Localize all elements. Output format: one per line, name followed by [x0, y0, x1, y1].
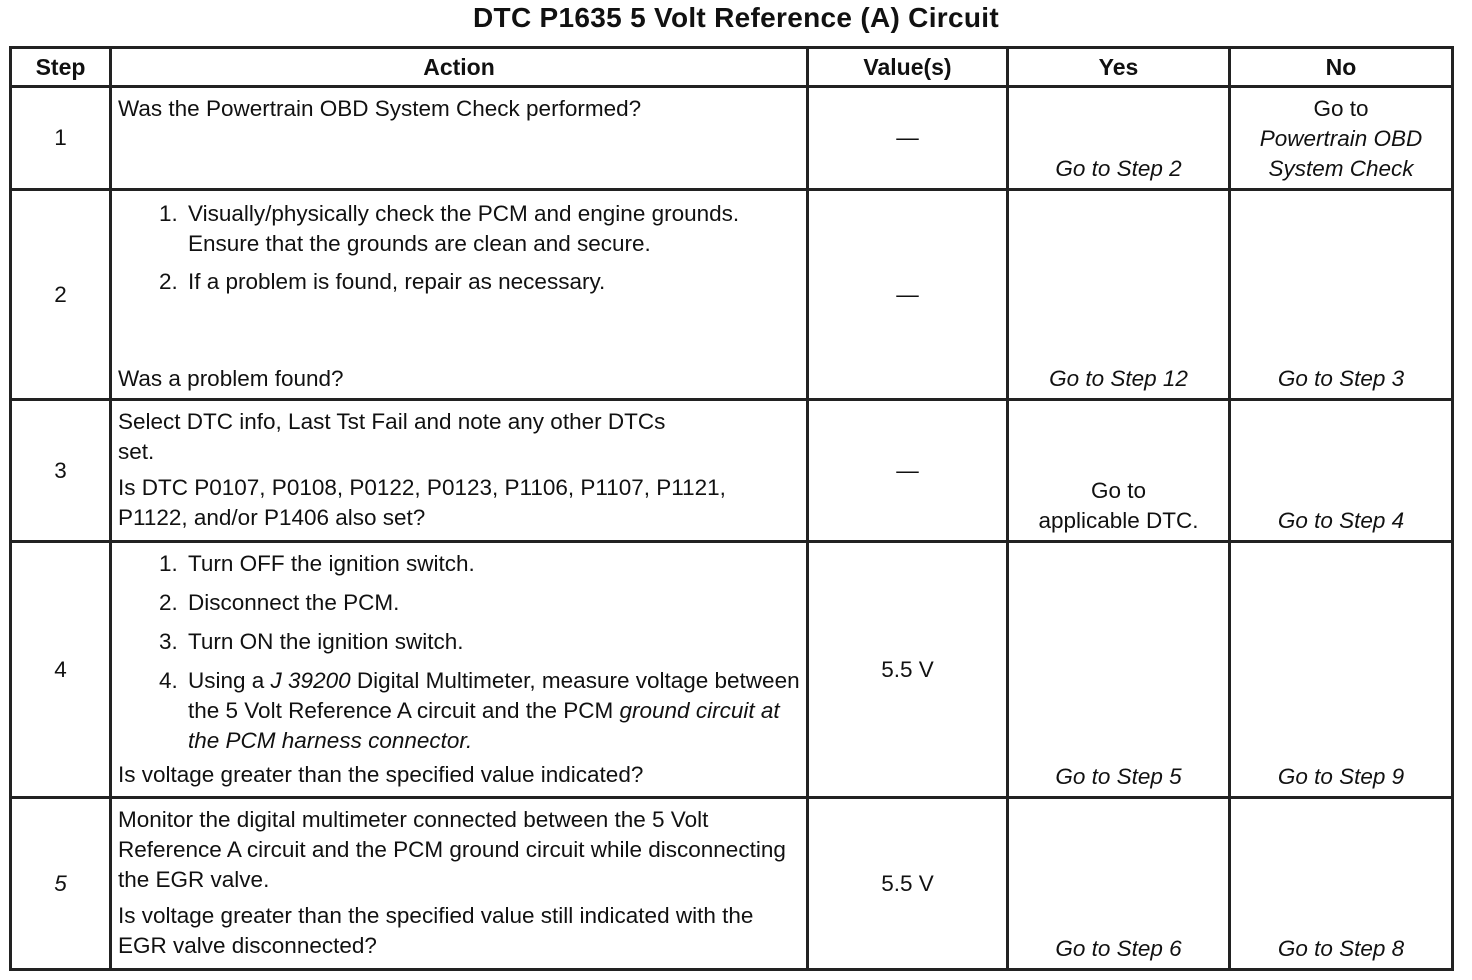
- action-cell: [111, 87, 808, 190]
- action-cell: [111, 400, 808, 542]
- item-tail: ground circuit at the PCM harness connector.: [188, 698, 780, 753]
- step-number: 2: [11, 190, 111, 400]
- header-no: No: [1230, 48, 1453, 87]
- value-cell: 5.5 V: [808, 542, 1008, 798]
- yes-cell: Go to Step 2: [1008, 87, 1230, 190]
- action-item: 1. Turn OFF the ignition switch.: [184, 549, 800, 579]
- item-prefix: Using a: [188, 668, 271, 693]
- header-step: Step: [11, 48, 111, 87]
- no-cell: Go to Step 4: [1230, 400, 1453, 542]
- tool-reference: J 39200: [270, 668, 351, 693]
- value-cell: —: [808, 87, 1008, 190]
- table-row: [11, 798, 1453, 970]
- header-values: Value(s): [808, 48, 1008, 87]
- no-cell: Go to Step 9: [1230, 542, 1453, 798]
- step-number: 5: [11, 798, 111, 970]
- action-question: Is voltage greater than the specified value still indicated with the EGR valve disconnected?: [118, 903, 754, 958]
- no-cell: [1230, 87, 1453, 190]
- action-item: 2. If a problem is found, repair as necessary.: [184, 267, 800, 297]
- no-cell: Go to Step 8: [1230, 798, 1453, 970]
- table-row: [11, 400, 1453, 542]
- header-action: Action: [111, 48, 808, 87]
- header-yes: Yes: [1008, 48, 1230, 87]
- value-cell: 5.5 V: [808, 798, 1008, 970]
- action-cell: [111, 798, 808, 970]
- value-cell: —: [808, 190, 1008, 400]
- no-cell: Go to Step 3: [1230, 190, 1453, 400]
- yes-line: Go to: [1090, 478, 1147, 503]
- step-number: 3: [11, 400, 111, 542]
- action-item: 3. Turn ON the ignition switch.: [184, 627, 800, 657]
- header-row: [11, 48, 1453, 87]
- action-cell: [111, 190, 808, 400]
- step-number: 1: [11, 87, 111, 190]
- no-link: System Check: [1268, 156, 1414, 181]
- action-list: [118, 199, 800, 297]
- action-question: Is DTC P0107, P0108, P0122, P0123, P1106, P1107, P1121, P1122, and/or P1406 also set?: [118, 475, 726, 530]
- value-cell: —: [808, 400, 1008, 542]
- item-rest: Digital Multimeter, measure voltage between the 5 Volt Reference A circuit and the PCM: [188, 668, 800, 723]
- diagnostic-table: [9, 46, 1454, 971]
- action-question: Was a problem found?: [118, 366, 344, 391]
- action-list: [118, 549, 800, 756]
- yes-line: applicable DTC.: [1038, 508, 1199, 533]
- yes-cell: Go to Step 12: [1008, 190, 1230, 400]
- action-text: Monitor the digital multimeter connected between the 5 Volt Reference A circuit and the PCM ground circuit while disconnecting the EGR valve.: [118, 807, 786, 892]
- yes-cell: [1008, 400, 1230, 542]
- page-title: DTC P1635 5 Volt Reference (A) Circuit: [473, 2, 999, 33]
- action-cell: [111, 542, 808, 798]
- action-item: 2. Disconnect the PCM.: [184, 588, 800, 618]
- action-item: [184, 666, 800, 756]
- yes-cell: Go to Step 6: [1008, 798, 1230, 970]
- action-item: 1. Visually/physically check the PCM and engine grounds. Ensure that the grounds are clean and secure.: [184, 199, 800, 259]
- no-line: Go to: [1313, 96, 1369, 121]
- action-question: Was the Powertrain OBD System Check performed?: [118, 96, 642, 121]
- step-number: 4: [11, 542, 111, 798]
- table-row: [11, 542, 1453, 798]
- yes-cell: Go to Step 5: [1008, 542, 1230, 798]
- table-row: [11, 87, 1453, 190]
- table-row: [11, 190, 1453, 400]
- action-question: Is voltage greater than the specified value indicated?: [118, 762, 644, 787]
- action-text: Select DTC info, Last Tst Fail and note any other DTCs set.: [118, 409, 666, 464]
- no-link: Powertrain OBD: [1259, 126, 1423, 151]
